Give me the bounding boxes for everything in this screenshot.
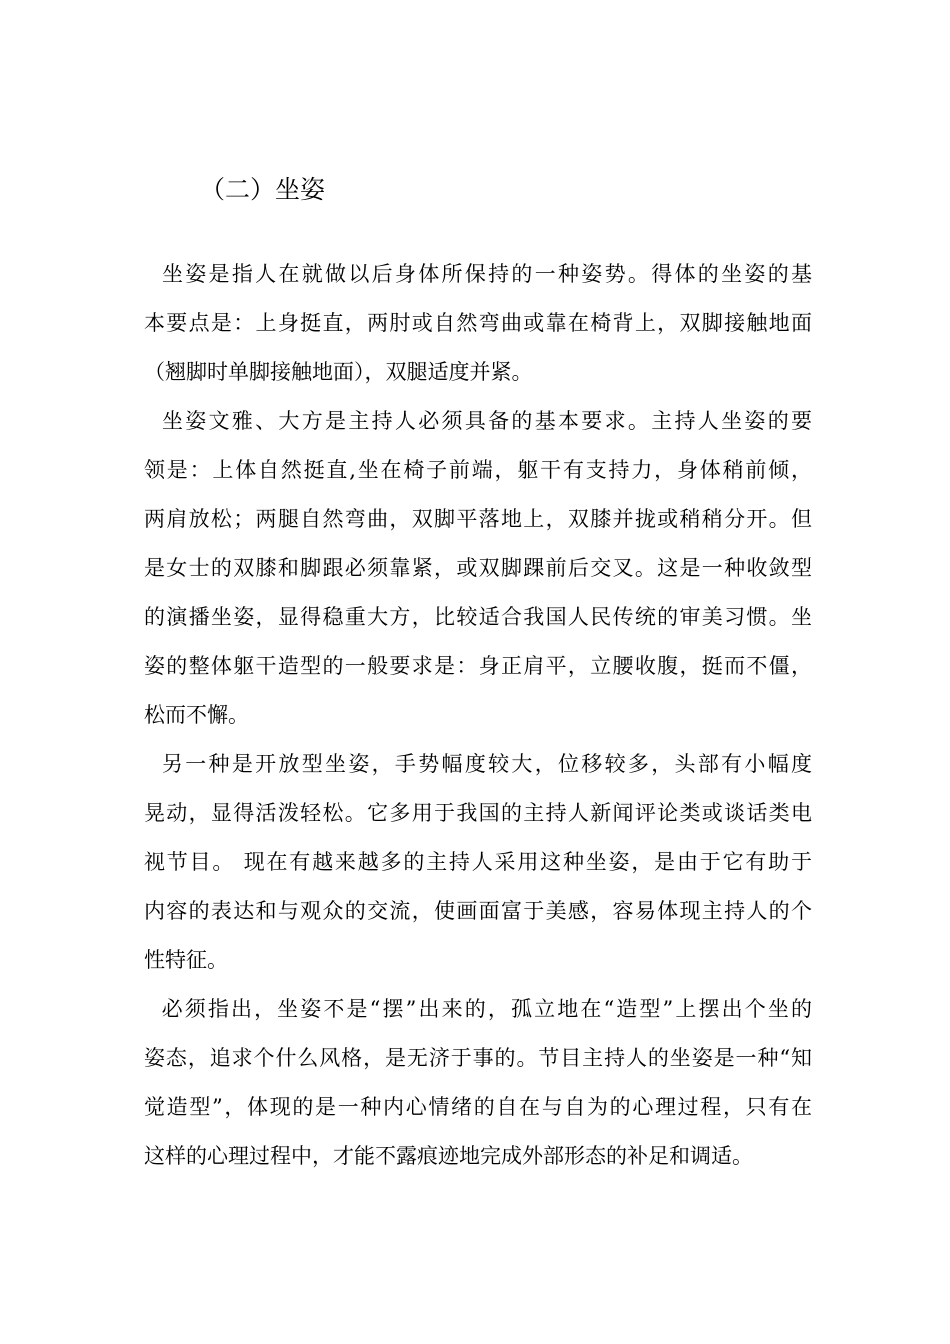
paragraph-4 [144, 985, 812, 1181]
text-line: 的演播坐姿，显得稳重大方，比较适合我国人民传统的审美习惯。坐 [144, 605, 812, 629]
text-line: 姿的整体躯干造型的一般要求是：身正肩平，立腰收腹，挺而不僵， [144, 654, 812, 678]
text-line: 内容的表达和与观众的交流，使画面富于美感，容易体现主持人的个 [144, 899, 812, 923]
body-text [144, 250, 812, 1181]
text-line: 松而不懈。 [144, 703, 249, 727]
text-line: 晃动，显得活泼轻松。它多用于我国的主持人新闻评论类或谈话类电 [144, 801, 812, 825]
section-heading: （二）坐姿 [200, 175, 326, 204]
text-line: 本要点是：上身挺直，两肘或自然弯曲或靠在椅背上，双脚接触地面 [144, 311, 812, 335]
text-line: 姿态，追求个什么风格，是无济于事的。节目主持人的坐姿是一种“知 [144, 1046, 812, 1070]
text-line: 领是：上体自然挺直,坐在椅子前端，躯干有支持力，身体稍前倾， [144, 458, 812, 482]
text-line: 视节目。 现在有越来越多的主持人采用这种坐姿，是由于它有助于 [144, 850, 812, 874]
text-line: 坐姿文雅、大方是主持人必须具备的基本要求。主持人坐姿的要 [144, 409, 812, 433]
text-line: 是女士的双膝和脚跟必须靠紧，或双脚踝前后交叉。这是一种收敛型 [144, 556, 812, 580]
text-line: 性特征。 [144, 948, 228, 972]
paragraph-3 [144, 740, 812, 985]
text-line: （翘脚时单脚接触地面），双腿适度并紧。 [144, 360, 533, 384]
text-line: 坐姿是指人在就做以后身体所保持的一种姿势。得体的坐姿的基 [144, 262, 812, 286]
text-line: 必须指出，坐姿不是“摆”出来的，孤立地在“造型”上摆出个坐的 [144, 997, 812, 1021]
text-line: 另一种是开放型坐姿，手势幅度较大，位移较多，头部有小幅度 [144, 752, 812, 776]
paragraph-1 [144, 250, 812, 397]
text-line: 两肩放松；两腿自然弯曲，双脚平落地上，双膝并拢或稍稍分开。但 [144, 507, 812, 531]
text-line: 觉造型”，体现的是一种内心情绪的自在与自为的心理过程，只有在 [144, 1095, 812, 1119]
paragraph-2 [144, 397, 812, 740]
text-line: 这样的心理过程中，才能不露痕迹地完成外部形态的补足和调适。 [144, 1144, 753, 1168]
